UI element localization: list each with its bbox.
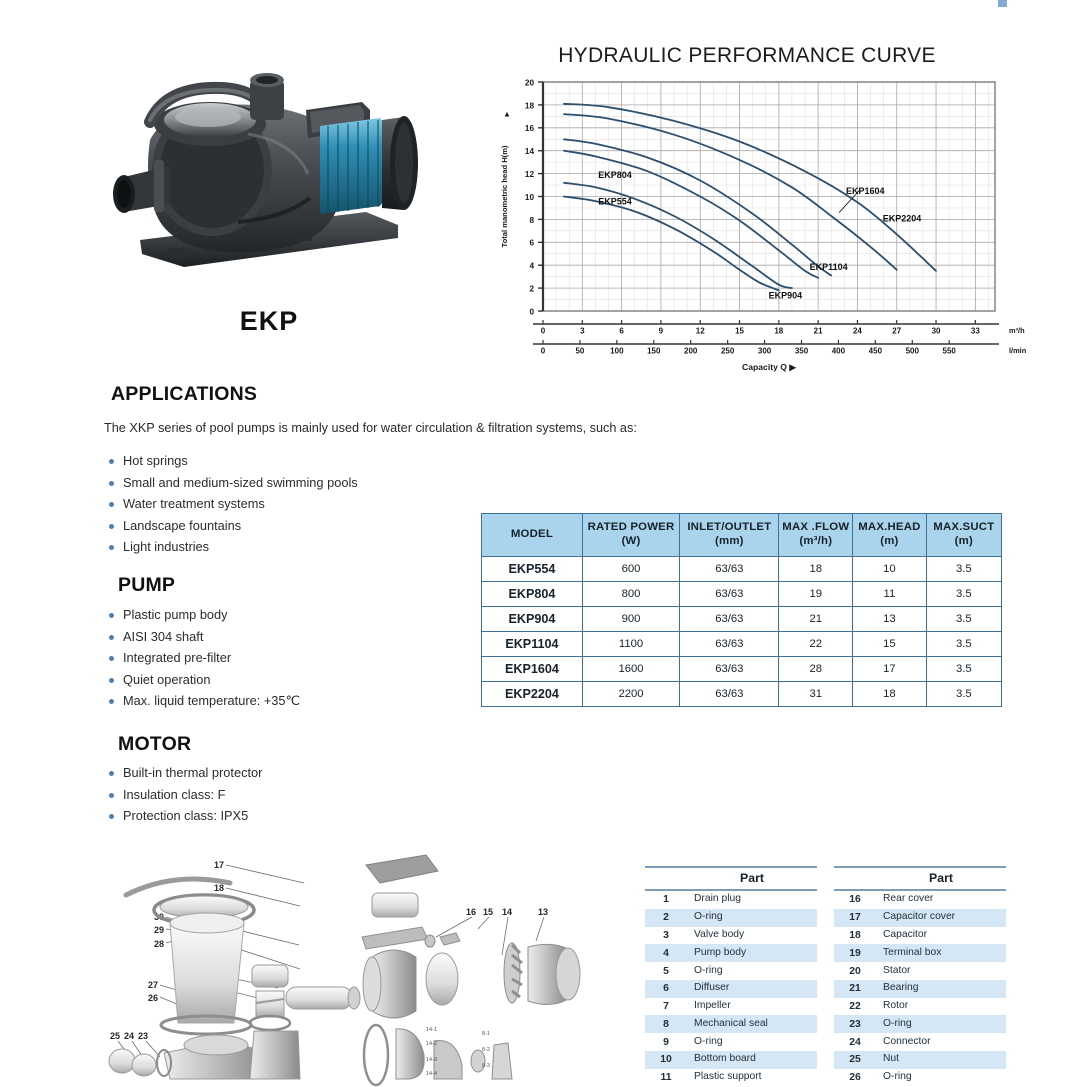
spec-cell-inlet: 63/63 (680, 631, 779, 656)
svg-text:14-2: 14-2 (426, 1041, 438, 1047)
part-name: O-ring (876, 1015, 1006, 1033)
part-name: Rear cover (876, 890, 1006, 909)
specification-table (481, 513, 1002, 707)
list-item: Water treatment systems (106, 493, 358, 515)
svg-text:300: 300 (757, 346, 772, 356)
svg-text:100: 100 (610, 346, 624, 356)
list-item: Protection class: IPX5 (106, 805, 262, 827)
table-row (645, 980, 817, 998)
svg-text:8-1: 8-1 (482, 1031, 490, 1037)
spec-cell-power: 2200 (582, 681, 679, 706)
header-line2: (mm) (715, 535, 744, 548)
svg-text:250: 250 (720, 346, 735, 356)
parts-right-head (834, 867, 1006, 890)
spec-cell-flow: 31 (779, 681, 853, 706)
svg-text:30: 30 (931, 326, 941, 336)
part-number: 6 (645, 980, 687, 998)
part-number: 23 (834, 1015, 876, 1033)
spec-cell-inlet: 63/63 (680, 681, 779, 706)
parts-left-head (645, 867, 817, 890)
spec-header-max-head (853, 514, 927, 557)
svg-text:33: 33 (970, 326, 980, 336)
exploded-parts-diagram (104, 845, 634, 1079)
table-row (645, 1069, 817, 1087)
motor-feature-list (106, 762, 262, 827)
parts-header-row (834, 867, 1006, 890)
svg-text:3: 3 (580, 326, 585, 336)
part-name: O-ring (876, 1069, 1006, 1087)
part-number: 2 (645, 909, 687, 927)
spec-cell-power: 1100 (582, 631, 679, 656)
svg-text:12: 12 (695, 326, 705, 336)
svg-text:m³/h: m³/h (1009, 326, 1025, 335)
svg-text:8: 8 (529, 215, 534, 225)
spec-cell-model: EKP1104 (482, 631, 583, 656)
hydraulic-performance-chart (487, 44, 1027, 389)
table-row (645, 998, 817, 1016)
spec-cell-inlet: 63/63 (680, 556, 779, 581)
svg-text:l/min: l/min (1009, 346, 1027, 355)
header-line2: (m) (954, 535, 973, 548)
part-name: Pump body (687, 944, 817, 962)
list-item: Max. liquid temperature: +35℃ (106, 690, 300, 712)
pump-feature-list (106, 604, 300, 712)
part-number: 20 (834, 962, 876, 980)
table-row (482, 656, 1002, 681)
top-accent-mark (998, 0, 1007, 7)
table-row (645, 1051, 817, 1069)
part-name: O-ring (687, 909, 817, 927)
svg-text:8-3: 8-3 (482, 1063, 490, 1069)
spec-cell-power: 600 (582, 556, 679, 581)
list-item: Integrated pre-filter (106, 647, 300, 669)
spec-cell-power: 900 (582, 606, 679, 631)
table-row (834, 962, 1006, 980)
capacitor-cover-part (366, 855, 438, 883)
table-row (645, 962, 817, 980)
spec-header-inlet-outlet (680, 514, 779, 557)
part-number: 8 (645, 1015, 687, 1033)
spec-cell-head: 13 (853, 606, 927, 631)
spec-cell-suct: 3.5 (926, 606, 1001, 631)
spec-header-row (482, 514, 1002, 557)
spec-cell-head: 10 (853, 556, 927, 581)
spec-cell-flow: 28 (779, 656, 853, 681)
svg-text:26: 26 (148, 993, 159, 1003)
part-name: Drain plug (687, 890, 817, 909)
list-item: Landscape fountains (106, 515, 358, 537)
svg-text:6: 6 (619, 326, 624, 336)
part-number: 25 (834, 1051, 876, 1069)
svg-text:8-2: 8-2 (482, 1047, 490, 1053)
svg-text:28: 28 (154, 939, 165, 949)
spec-cell-power: 800 (582, 581, 679, 606)
part-name: Plastic support (687, 1069, 817, 1087)
svg-text:200: 200 (684, 346, 698, 356)
svg-text:450: 450 (868, 346, 883, 356)
part-name: O-ring (687, 1033, 817, 1051)
svg-text:Total manometric head H(m): Total manometric head H(m) (500, 145, 509, 248)
parts-legend (645, 866, 1007, 1087)
terminal-box-part (362, 927, 428, 949)
svg-text:350: 350 (794, 346, 809, 356)
svg-text:16: 16 (524, 124, 534, 134)
svg-text:EKP1104: EKP1104 (809, 261, 848, 272)
center-cap-part (252, 965, 288, 987)
table-row (834, 1033, 1006, 1051)
svg-text:50: 50 (575, 346, 585, 356)
spec-cell-model: EKP2204 (482, 681, 583, 706)
spec-cell-power: 1600 (582, 656, 679, 681)
table-row (834, 998, 1006, 1016)
part-number: 7 (645, 998, 687, 1016)
table-row (482, 681, 1002, 706)
svg-text:0: 0 (540, 326, 546, 336)
header-line2: (m) (880, 535, 899, 548)
pump-illustration (98, 62, 440, 302)
svg-text:24: 24 (124, 1031, 135, 1041)
svg-text:EKP804: EKP804 (598, 170, 632, 181)
svg-text:29: 29 (154, 925, 165, 935)
spec-cell-model: EKP804 (482, 581, 583, 606)
svg-text:14: 14 (502, 907, 513, 917)
svg-text:Capacity Q ▶: Capacity Q ▶ (742, 362, 796, 372)
svg-text:27: 27 (892, 326, 902, 336)
table-row (645, 927, 817, 945)
applications-intro: The XKP series of pool pumps is mainly used for water circulation & filtration systems, such as: (104, 421, 637, 435)
part-number: 11 (645, 1069, 687, 1087)
exploded-diagram-svg (104, 845, 634, 1079)
table-row (482, 631, 1002, 656)
spec-cell-suct: 3.5 (926, 556, 1001, 581)
table-row (834, 909, 1006, 927)
svg-text:9: 9 (658, 326, 664, 336)
svg-text:23: 23 (138, 1031, 149, 1041)
table-row (482, 581, 1002, 606)
list-item: Built-in thermal protector (106, 762, 262, 784)
pump-heading: PUMP (118, 574, 176, 596)
spec-cell-flow: 18 (779, 556, 853, 581)
svg-text:EKP1604: EKP1604 (846, 186, 885, 197)
spec-header-max-suct (926, 514, 1001, 557)
part-name: Bearing (876, 980, 1006, 998)
list-item: AISI 304 shaft (106, 626, 300, 648)
spec-header-max-flow (779, 514, 853, 557)
svg-text:14-1: 14-1 (426, 1027, 438, 1033)
table-row (834, 927, 1006, 945)
svg-text:500: 500 (905, 346, 919, 356)
spec-cell-suct: 3.5 (926, 681, 1001, 706)
part-name: Stator (876, 962, 1006, 980)
spec-cell-inlet: 63/63 (680, 581, 779, 606)
motor-heading: MOTOR (118, 733, 192, 755)
parts-number-header (645, 867, 687, 890)
svg-text:150: 150 (647, 346, 661, 356)
list-item: Insulation class: F (106, 784, 262, 806)
list-item: Quiet operation (106, 669, 300, 691)
svg-text:EKP554: EKP554 (598, 196, 632, 207)
part-number: 16 (834, 890, 876, 909)
spec-cell-flow: 22 (779, 631, 853, 656)
chart-title: HYDRAULIC PERFORMANCE CURVE (558, 44, 936, 67)
header-line1: MAX .FLOW (782, 521, 850, 533)
svg-text:0: 0 (529, 307, 534, 317)
part-name: Capacitor cover (876, 909, 1006, 927)
spec-cell-suct: 3.5 (926, 631, 1001, 656)
part-number: 10 (645, 1051, 687, 1069)
spec-header-rated-power (582, 514, 679, 557)
svg-text:30: 30 (154, 912, 165, 922)
part-number: 5 (645, 962, 687, 980)
spec-cell-suct: 3.5 (926, 581, 1001, 606)
spec-cell-suct: 3.5 (926, 656, 1001, 681)
table-row (645, 1015, 817, 1033)
applications-list (106, 450, 358, 558)
svg-text:400: 400 (831, 346, 846, 356)
part-name: Terminal box (876, 944, 1006, 962)
svg-text:27: 27 (148, 980, 159, 990)
table-row (645, 890, 817, 909)
header-line1: MODEL (510, 528, 553, 541)
part-name: Mechanical seal (687, 1015, 817, 1033)
spec-cell-flow: 21 (779, 606, 853, 631)
part-name: Diffuser (687, 980, 817, 998)
parts-number-header (834, 867, 876, 890)
part-name: Bottom board (687, 1051, 817, 1069)
part-name: Rotor (876, 998, 1006, 1016)
applications-heading: APPLICATIONS (111, 383, 258, 405)
spec-cell-model: EKP1604 (482, 656, 583, 681)
spec-cell-model: EKP904 (482, 606, 583, 631)
spec-table-body (482, 556, 1002, 706)
fan-part (504, 943, 522, 1003)
list-item: Small and medium-sized swimming pools (106, 472, 358, 494)
svg-text:21: 21 (813, 326, 823, 336)
spec-cell-model: EKP554 (482, 556, 583, 581)
part-name: Valve body (687, 927, 817, 945)
spec-header-model (482, 514, 583, 557)
svg-text:6: 6 (529, 238, 534, 248)
spec-cell-head: 15 (853, 631, 927, 656)
center-sleeve-part (256, 991, 284, 1017)
spec-table-head (482, 514, 1002, 557)
svg-text:15: 15 (483, 907, 494, 917)
center-oring (250, 1016, 290, 1030)
header-line1: MAX.HEAD (858, 521, 921, 533)
part-number: 19 (834, 944, 876, 962)
header-line1: RATED POWER (587, 521, 675, 533)
part-number: 1 (645, 890, 687, 909)
svg-text:▲: ▲ (503, 109, 511, 119)
list-item: Light industries (106, 536, 358, 558)
part-number: 22 (834, 998, 876, 1016)
parts-table-left (645, 866, 817, 1087)
svg-text:18: 18 (774, 326, 784, 336)
parts-right-body (834, 890, 1006, 1087)
part-number: 9 (645, 1033, 687, 1051)
chart-svg (487, 74, 1027, 389)
svg-text:15: 15 (735, 326, 744, 336)
table-row (834, 890, 1006, 909)
svg-text:18: 18 (524, 101, 534, 111)
connector-parts (425, 933, 460, 947)
svg-text:4: 4 (529, 261, 534, 271)
svg-text:EKP2204: EKP2204 (882, 213, 922, 224)
part-number: 26 (834, 1069, 876, 1087)
part-number: 3 (645, 927, 687, 945)
bearing-part (426, 953, 458, 1005)
spec-cell-inlet: 63/63 (680, 656, 779, 681)
part-number: 4 (645, 944, 687, 962)
parts-name-header: Part (687, 867, 817, 890)
table-row (645, 909, 817, 927)
header-line1: INLET/OUTLET (687, 521, 772, 533)
svg-text:20: 20 (524, 78, 534, 88)
basket-rim (170, 913, 244, 933)
table-row (645, 944, 817, 962)
svg-text:2: 2 (529, 284, 534, 294)
svg-text:16: 16 (466, 907, 477, 917)
capacitor-part (372, 893, 418, 917)
spec-cell-head: 18 (853, 681, 927, 706)
center-body-part (250, 1031, 300, 1079)
svg-text:18: 18 (214, 883, 225, 893)
part-name: Nut (876, 1051, 1006, 1069)
part-name: Capacitor (876, 927, 1006, 945)
part-number: 18 (834, 927, 876, 945)
spec-cell-head: 11 (853, 581, 927, 606)
list-item: Plastic pump body (106, 604, 300, 626)
svg-text:14-3: 14-3 (426, 1057, 438, 1063)
svg-text:14: 14 (524, 147, 534, 157)
table-row (645, 1033, 817, 1051)
svg-text:13: 13 (538, 907, 549, 917)
svg-text:10: 10 (524, 192, 534, 202)
table-row (482, 606, 1002, 631)
part-name: Connector (876, 1033, 1006, 1051)
header-line1: MAX.SUCT (933, 521, 995, 533)
product-caption: EKP (239, 306, 299, 336)
table-row (834, 944, 1006, 962)
svg-text:EKP904: EKP904 (768, 290, 803, 301)
header-line2: (m³/h) (799, 535, 833, 548)
spec-cell-inlet: 63/63 (680, 606, 779, 631)
svg-text:24: 24 (852, 326, 862, 336)
svg-text:12: 12 (524, 170, 534, 179)
spec-cell-head: 17 (853, 656, 927, 681)
part-name: O-ring (687, 962, 817, 980)
part-number: 21 (834, 980, 876, 998)
list-item: Hot springs (106, 450, 358, 472)
parts-left-body (645, 890, 817, 1087)
svg-text:14-4: 14-4 (426, 1071, 438, 1077)
part-number: 24 (834, 1033, 876, 1051)
svg-text:17: 17 (214, 860, 225, 870)
strainer-basket-part (170, 923, 244, 1023)
parts-table-right (834, 866, 1006, 1087)
parts-name-header: Part (876, 867, 1006, 890)
table-row (834, 1069, 1006, 1087)
pump-product-photo (98, 62, 440, 302)
svg-text:550: 550 (942, 346, 956, 356)
part-name: Impeller (687, 998, 817, 1016)
parts-header-row (645, 867, 817, 890)
table-row (834, 1015, 1006, 1033)
part-number: 17 (834, 909, 876, 927)
body-neck (184, 1035, 248, 1055)
table-row (482, 556, 1002, 581)
svg-text:25: 25 (110, 1031, 121, 1041)
table-row (834, 1051, 1006, 1069)
header-line2: (W) (621, 535, 641, 548)
spec-cell-flow: 19 (779, 581, 853, 606)
svg-text:0: 0 (540, 346, 546, 356)
table-row (834, 980, 1006, 998)
